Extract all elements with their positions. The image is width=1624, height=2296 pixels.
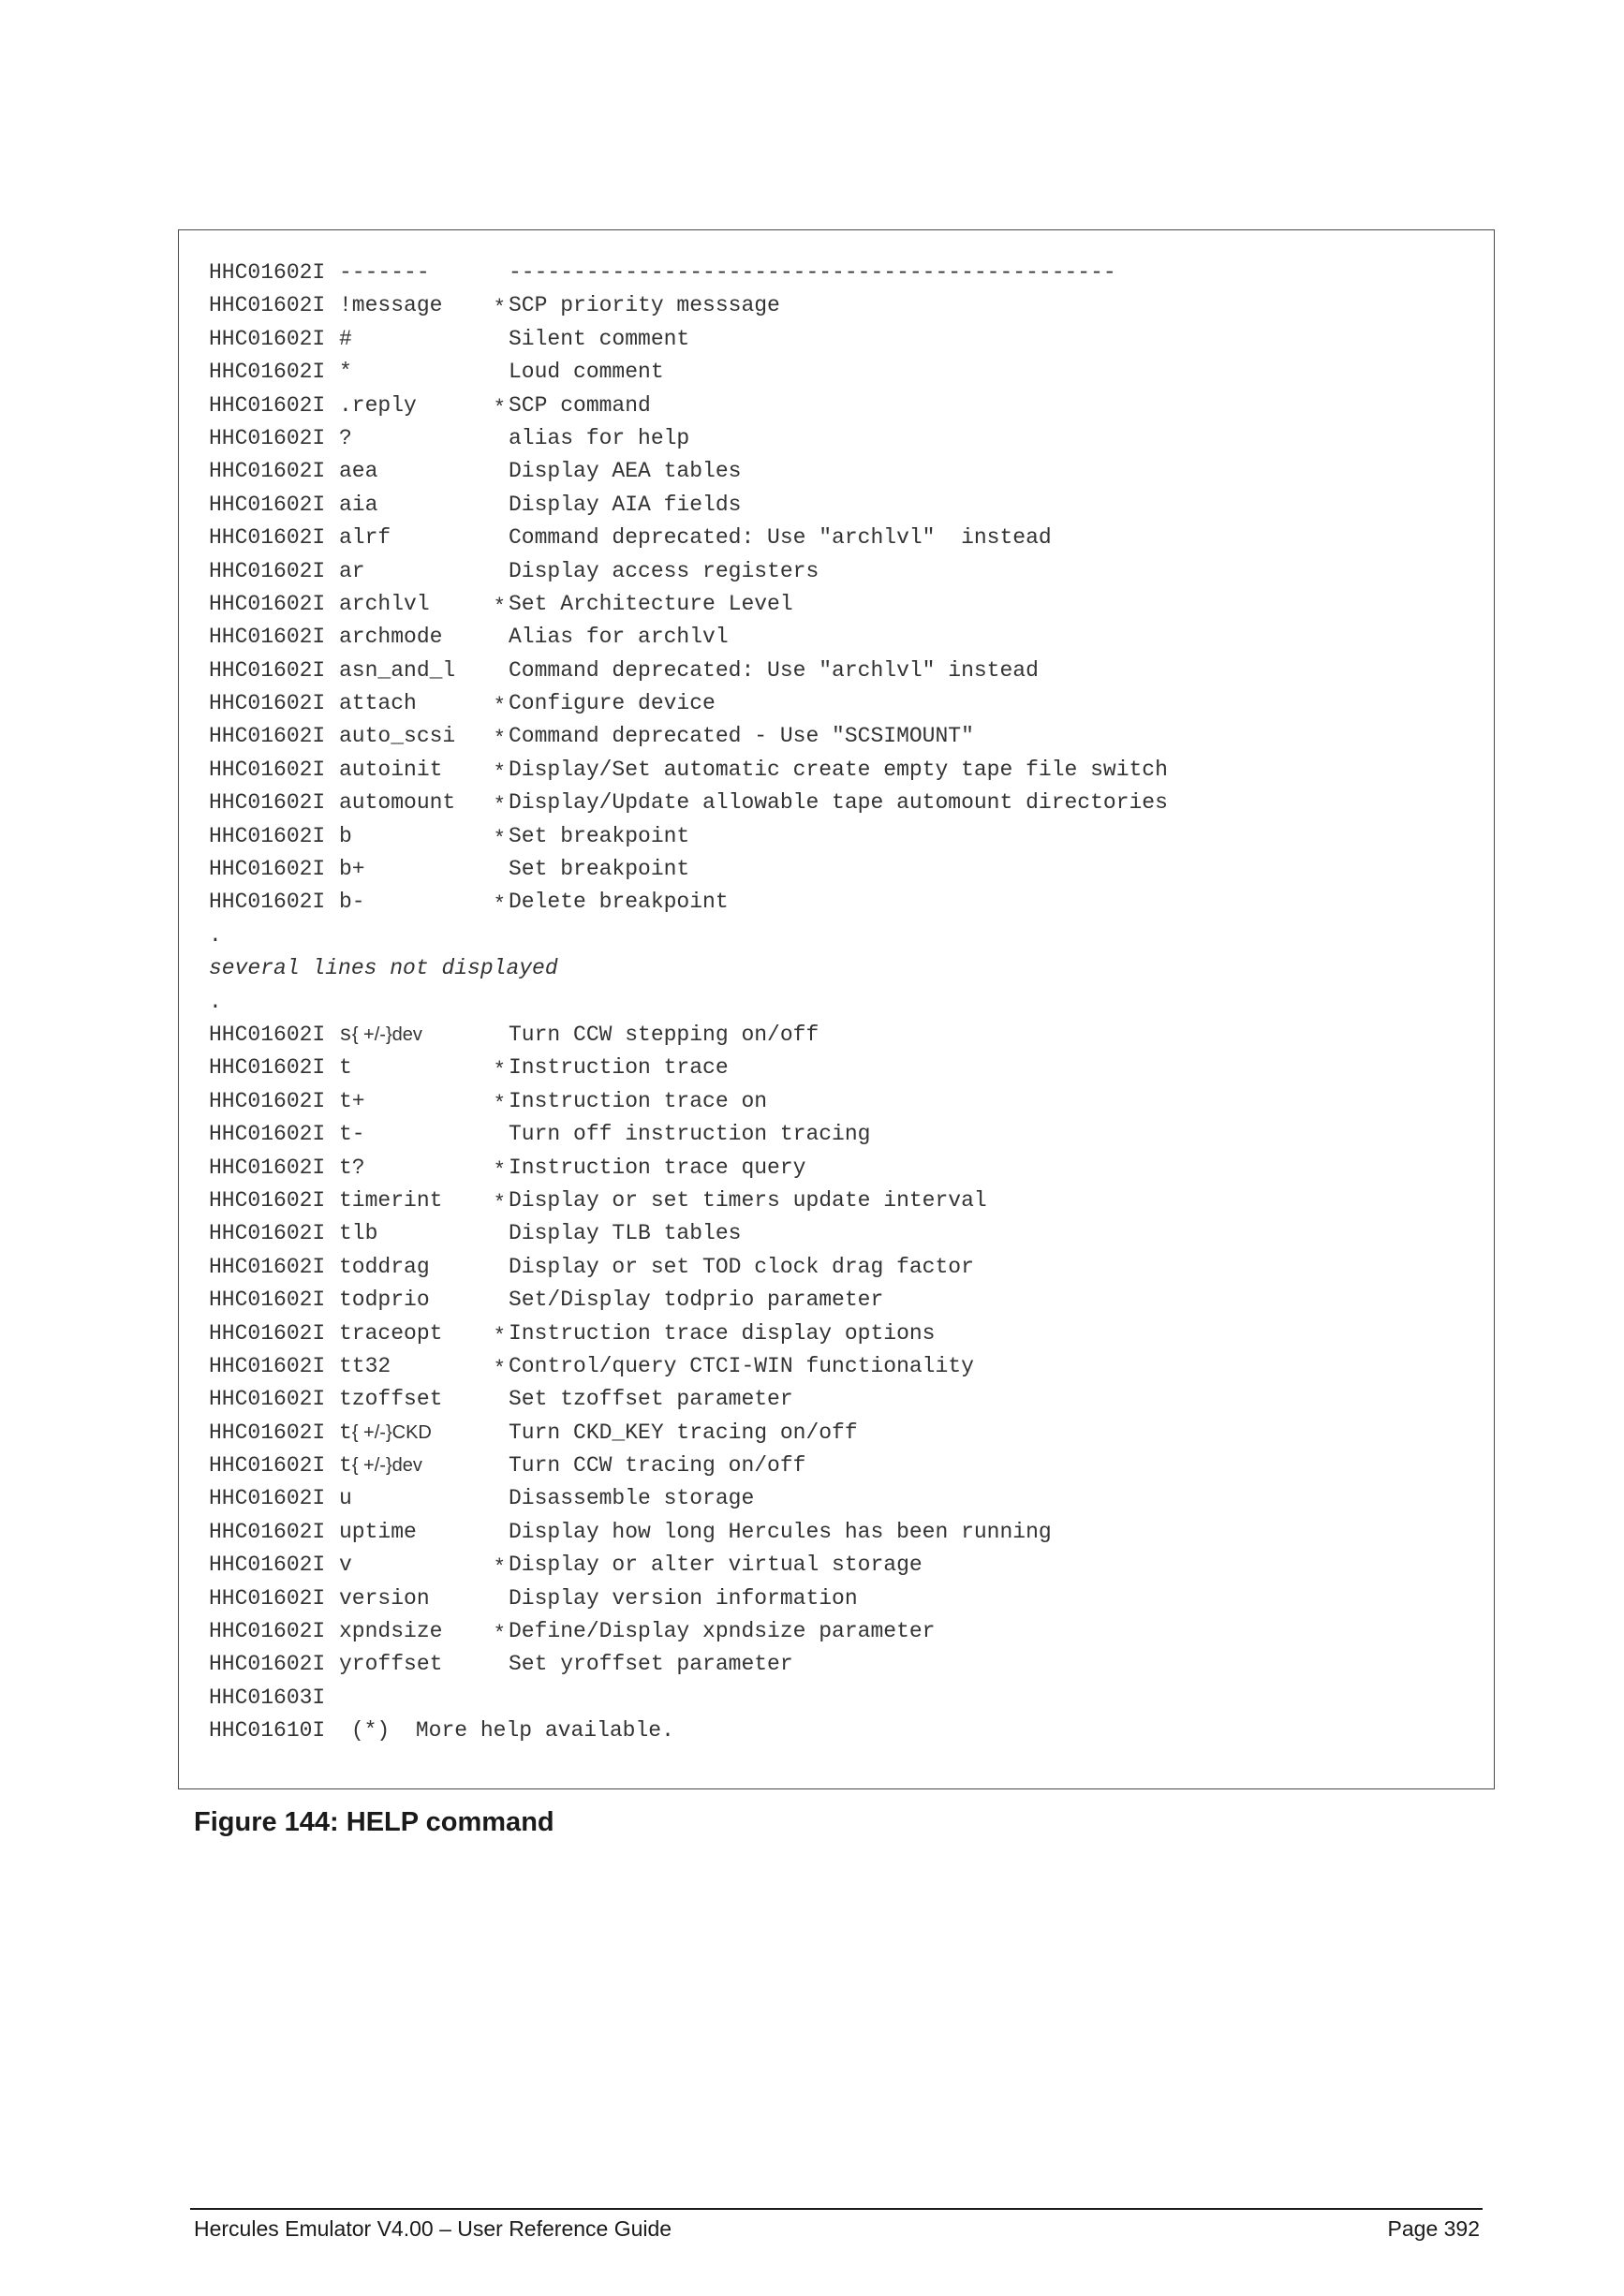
help-line xyxy=(209,1185,1483,1217)
command-name xyxy=(339,1152,365,1185)
help-line xyxy=(209,687,1483,720)
command-name xyxy=(339,886,365,919)
command-name xyxy=(339,1582,430,1615)
command-name xyxy=(339,257,430,289)
help-line xyxy=(209,588,1483,621)
command-description: Set breakpoint xyxy=(509,857,690,882)
message-id: HHC01602I xyxy=(209,1453,326,1479)
command-name-text: yroffset xyxy=(339,1652,443,1677)
message-id: HHC01602I xyxy=(209,757,326,782)
command-name xyxy=(339,289,442,322)
command-name-text: .reply xyxy=(339,392,417,418)
help-line xyxy=(209,1417,1483,1450)
command-name xyxy=(339,853,365,886)
help-line xyxy=(209,886,1483,919)
command-name-text: u xyxy=(339,1486,352,1511)
message-id: HHC01602I xyxy=(209,691,326,716)
help-line xyxy=(209,1450,1483,1482)
message-id: HHC01602I xyxy=(209,1155,326,1180)
command-name-text: version xyxy=(339,1585,430,1611)
help-line xyxy=(209,1383,1483,1416)
command-name xyxy=(339,1350,391,1383)
command-name-text: toddrag xyxy=(339,1254,430,1279)
command-description: Display/Set automatic create empty tape file switch xyxy=(509,757,1168,782)
command-name xyxy=(339,687,417,720)
command-description: Turn CKD_KEY tracing on/off xyxy=(509,1420,858,1445)
footer-divider xyxy=(190,2208,1483,2210)
command-description: Instruction trace query xyxy=(509,1155,806,1180)
command-description: Alias for archlvl xyxy=(509,625,729,650)
message-id: HHC01602I xyxy=(209,1055,326,1081)
command-name xyxy=(339,390,417,422)
command-name xyxy=(339,1450,422,1482)
command-option-brace: { +/-} xyxy=(351,1421,392,1443)
help-line xyxy=(209,422,1483,455)
command-name xyxy=(339,655,455,687)
command-name-text: t xyxy=(339,1420,352,1445)
message-id: HHC01602I xyxy=(209,1187,326,1213)
command-name xyxy=(339,555,365,588)
line-text: HHC01603I xyxy=(209,1685,326,1710)
output-line xyxy=(209,920,1483,952)
command-name-text: t xyxy=(339,1453,352,1479)
line-text: several lines not displayed xyxy=(209,956,558,981)
command-name xyxy=(339,1516,417,1549)
command-name xyxy=(339,489,377,522)
help-line xyxy=(209,289,1483,322)
command-name-text: alrf xyxy=(339,525,391,551)
help-line xyxy=(209,787,1483,819)
help-line xyxy=(209,655,1483,687)
help-line xyxy=(209,1152,1483,1185)
command-name-text: aea xyxy=(339,459,378,484)
command-description: Display or alter virtual storage xyxy=(509,1553,923,1578)
line-text: . xyxy=(209,989,222,1014)
message-id: HHC01602I xyxy=(209,1254,326,1279)
message-id: HHC01602I xyxy=(209,1553,326,1578)
command-description: Loud comment xyxy=(509,360,664,385)
message-id: HHC01602I xyxy=(209,591,326,616)
command-option-brace: { +/-} xyxy=(351,1455,392,1477)
help-line xyxy=(209,1217,1483,1250)
command-description: Silent comment xyxy=(509,326,690,351)
message-id: HHC01602I xyxy=(209,1486,326,1511)
command-description: Command deprecated: Use "archlvl" instead xyxy=(509,657,1039,683)
command-name xyxy=(339,455,377,488)
help-line xyxy=(209,853,1483,886)
help-line xyxy=(209,1284,1483,1317)
command-description: Display version information xyxy=(509,1585,858,1611)
help-line xyxy=(209,1052,1483,1084)
command-name xyxy=(339,1284,430,1317)
help-line xyxy=(209,1317,1483,1350)
help-line xyxy=(209,621,1483,654)
command-name-text: t- xyxy=(339,1122,365,1147)
command-description: Command deprecated: Use "archlvl" instead xyxy=(509,525,1052,551)
command-name xyxy=(339,323,352,356)
more-help-marker: * xyxy=(495,1155,504,1180)
command-name-text: archmode xyxy=(339,625,443,650)
command-description: Set breakpoint xyxy=(509,823,690,848)
message-id: HHC01602I xyxy=(209,1585,326,1611)
command-name xyxy=(339,1648,442,1681)
more-help-marker: * xyxy=(495,692,504,716)
command-description: SCP command xyxy=(509,392,651,418)
command-name-text: todprio xyxy=(339,1288,430,1313)
command-name-text: ? xyxy=(339,425,352,450)
command-name-text: attach xyxy=(339,691,417,716)
output-line xyxy=(209,1682,1483,1715)
command-description: Delete breakpoint xyxy=(509,890,729,915)
message-id: HHC01602I xyxy=(209,823,326,848)
more-help-marker: * xyxy=(495,1354,504,1378)
help-line xyxy=(209,1350,1483,1383)
message-id: HHC01602I xyxy=(209,360,326,385)
command-name xyxy=(339,1482,352,1515)
message-id: HHC01602I xyxy=(209,459,326,484)
message-id: HHC01602I xyxy=(209,558,326,583)
command-name xyxy=(339,356,352,389)
more-help-marker: * xyxy=(495,1089,504,1113)
message-id: HHC01602I xyxy=(209,1022,326,1047)
message-id: HHC01602I xyxy=(209,1122,326,1147)
command-description: Turn off instruction tracing xyxy=(509,1122,871,1147)
help-line xyxy=(209,720,1483,753)
help-command-output xyxy=(209,257,1483,1748)
command-name-text: t? xyxy=(339,1155,365,1180)
line-text: . xyxy=(209,922,222,948)
command-name-text: !message xyxy=(339,293,443,318)
more-help-marker: * xyxy=(495,592,504,616)
command-name-text: asn_and_l xyxy=(339,657,456,683)
message-id: HHC01602I xyxy=(209,1088,326,1113)
line-text: HHC01610I (*) More help available. xyxy=(209,1718,674,1744)
command-name xyxy=(339,1019,422,1052)
more-help-marker: * xyxy=(495,1188,504,1213)
message-id: HHC01602I xyxy=(209,657,326,683)
command-description: Disassemble storage xyxy=(509,1486,755,1511)
output-line xyxy=(209,1715,1483,1747)
command-name xyxy=(339,787,455,819)
command-description: Display how long Hercules has been running xyxy=(509,1519,1052,1544)
more-help-marker: * xyxy=(495,294,504,318)
command-name xyxy=(339,588,430,621)
message-id: HHC01602I xyxy=(209,1288,326,1313)
command-description: Display TLB tables xyxy=(509,1221,742,1246)
command-description: Control/query CTCI-WIN functionality xyxy=(509,1353,974,1378)
command-description: Set/Display todprio parameter xyxy=(509,1288,884,1313)
command-name xyxy=(339,720,455,753)
help-line xyxy=(209,555,1483,588)
command-name xyxy=(339,1549,352,1582)
message-id: HHC01602I xyxy=(209,625,326,650)
command-name-text: b- xyxy=(339,890,365,915)
command-name-text: archlvl xyxy=(339,591,430,616)
message-id: HHC01602I xyxy=(209,724,326,749)
command-description: Display or set TOD clock drag factor xyxy=(509,1254,974,1279)
more-help-marker: * xyxy=(495,791,504,816)
command-name xyxy=(339,1118,365,1151)
command-name xyxy=(339,1085,365,1118)
help-line xyxy=(209,1019,1483,1052)
command-name xyxy=(339,1052,352,1084)
message-id: HHC01602I xyxy=(209,1387,326,1412)
command-name-text: tzoffset xyxy=(339,1387,443,1412)
message-id: HHC01602I xyxy=(209,425,326,450)
command-name xyxy=(339,754,442,787)
footer-page-number: Page 392 xyxy=(1387,2216,1480,2241)
command-description: Turn CCW tracing on/off xyxy=(509,1453,806,1479)
command-name-suffix: dev xyxy=(391,1455,422,1477)
command-name-text: ar xyxy=(339,558,365,583)
command-description: Display access registers xyxy=(509,558,819,583)
help-line xyxy=(209,1615,1483,1648)
command-name-text: t+ xyxy=(339,1088,365,1113)
message-id: HHC01602I xyxy=(209,293,326,318)
command-description: Instruction trace on xyxy=(509,1088,768,1113)
message-id: HHC01602I xyxy=(209,525,326,551)
command-name xyxy=(339,820,352,853)
command-name xyxy=(339,1383,442,1416)
command-name-text: # xyxy=(339,326,352,351)
help-line xyxy=(209,356,1483,389)
help-line xyxy=(209,323,1483,356)
help-line xyxy=(209,455,1483,488)
command-name-text: s xyxy=(339,1022,352,1047)
more-help-marker: * xyxy=(495,1620,504,1644)
more-help-marker: * xyxy=(495,725,504,749)
message-id: HHC01602I xyxy=(209,1353,326,1378)
figure-frame xyxy=(178,229,1495,1789)
message-id: HHC01602I xyxy=(209,392,326,418)
command-name-text: tlb xyxy=(339,1221,378,1246)
command-name-text: b+ xyxy=(339,857,365,882)
command-name-text: timerint xyxy=(339,1187,443,1213)
message-id: HHC01602I xyxy=(209,1221,326,1246)
help-line xyxy=(209,257,1483,289)
command-description: Display/Update allowable tape automount directories xyxy=(509,790,1168,816)
more-help-marker: * xyxy=(495,1056,504,1081)
command-description: Display AEA tables xyxy=(509,459,742,484)
command-description: alias for help xyxy=(509,425,690,450)
more-help-marker: * xyxy=(495,1321,504,1346)
message-id: HHC01602I xyxy=(209,890,326,915)
message-id: HHC01602I xyxy=(209,1519,326,1544)
help-line xyxy=(209,1582,1483,1615)
command-name xyxy=(339,1417,432,1450)
command-name-suffix: dev xyxy=(391,1023,422,1045)
command-name-text: v xyxy=(339,1553,352,1578)
message-id: HHC01602I xyxy=(209,1619,326,1644)
command-name xyxy=(339,1251,430,1284)
command-description: ----------------------------------------------- xyxy=(509,260,1116,285)
command-description: Configure device xyxy=(509,691,716,716)
command-description: Display or set timers update interval xyxy=(509,1187,987,1213)
help-line xyxy=(209,390,1483,422)
help-line xyxy=(209,1648,1483,1681)
command-name xyxy=(339,1217,377,1250)
command-name xyxy=(339,422,352,455)
command-name-text: uptime xyxy=(339,1519,417,1544)
command-description: Instruction trace display options xyxy=(509,1320,936,1346)
command-name-text: b xyxy=(339,823,352,848)
command-name xyxy=(339,1317,442,1350)
command-name-text: t xyxy=(339,1055,352,1081)
message-id: HHC01602I xyxy=(209,1652,326,1677)
command-option-brace: { +/-} xyxy=(351,1023,392,1045)
help-line xyxy=(209,489,1483,522)
more-help-marker: * xyxy=(495,1553,504,1578)
output-line xyxy=(209,986,1483,1019)
command-name-text: autoinit xyxy=(339,757,443,782)
more-help-marker: * xyxy=(495,393,504,418)
message-id: HHC01602I xyxy=(209,1320,326,1346)
command-name-text: * xyxy=(339,360,352,385)
more-help-marker: * xyxy=(495,824,504,848)
command-description: Set Architecture Level xyxy=(509,591,793,616)
message-id: HHC01602I xyxy=(209,326,326,351)
command-name xyxy=(339,522,391,554)
message-id: HHC01602I xyxy=(209,492,326,517)
help-line xyxy=(209,1251,1483,1284)
omitted-lines-note xyxy=(209,952,1483,985)
command-name xyxy=(339,621,442,654)
command-description: Set yroffset parameter xyxy=(509,1652,793,1677)
message-id: HHC01602I xyxy=(209,260,326,285)
help-line xyxy=(209,522,1483,554)
help-line xyxy=(209,754,1483,787)
command-description: Define/Display xpndsize parameter xyxy=(509,1619,936,1644)
more-help-marker: * xyxy=(495,758,504,782)
command-name-text: traceopt xyxy=(339,1320,443,1346)
command-name-text: tt32 xyxy=(339,1353,391,1378)
help-line xyxy=(209,1118,1483,1151)
command-name-text: aia xyxy=(339,492,378,517)
command-name-text: automount xyxy=(339,790,456,816)
command-description: Set tzoffset parameter xyxy=(509,1387,793,1412)
command-name-text: auto_scsi xyxy=(339,724,456,749)
command-name-text: ------- xyxy=(339,260,430,285)
message-id: HHC01602I xyxy=(209,1420,326,1445)
footer-document-title: Hercules Emulator V4.00 – User Reference Guide xyxy=(194,2216,672,2241)
command-description: Command deprecated - Use "SCSIMOUNT" xyxy=(509,724,974,749)
command-description: SCP priority messsage xyxy=(509,293,780,318)
help-line xyxy=(209,820,1483,853)
command-name xyxy=(339,1185,442,1217)
command-name-suffix: CKD xyxy=(391,1421,432,1443)
help-line xyxy=(209,1482,1483,1515)
command-description: Display AIA fields xyxy=(509,492,742,517)
command-name xyxy=(339,1615,442,1648)
message-id: HHC01602I xyxy=(209,857,326,882)
help-line xyxy=(209,1516,1483,1549)
command-name-text: xpndsize xyxy=(339,1619,443,1644)
more-help-marker: * xyxy=(495,890,504,915)
help-line xyxy=(209,1549,1483,1582)
command-description: Turn CCW stepping on/off xyxy=(509,1022,819,1047)
message-id: HHC01602I xyxy=(209,790,326,816)
help-line xyxy=(209,1085,1483,1118)
command-description: Instruction trace xyxy=(509,1055,729,1081)
figure-caption: Figure 144: HELP command xyxy=(194,1807,554,1837)
